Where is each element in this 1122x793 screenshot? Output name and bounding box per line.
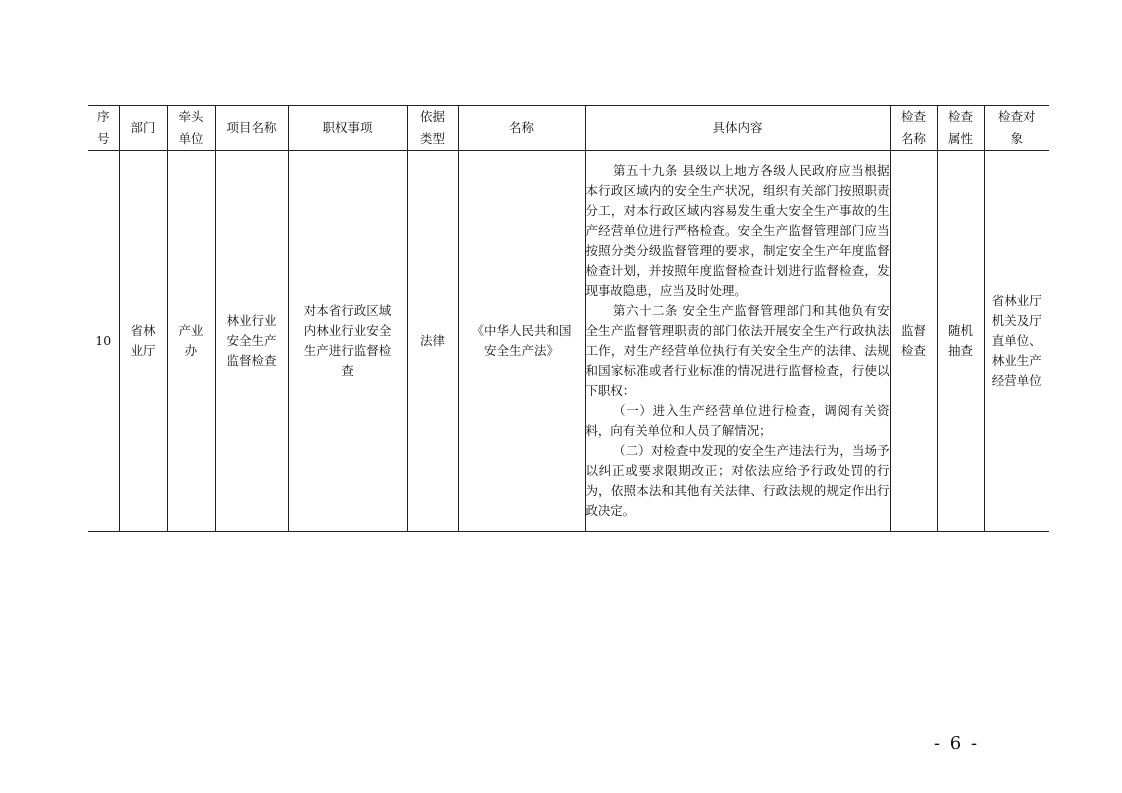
- header-seq: 序 号: [88, 106, 119, 151]
- inspection-table: [88, 105, 1049, 532]
- header-lead-unit: 牵头 单位: [167, 106, 215, 151]
- cell-inspect-target: 省林业厅机关及厅直单位、林业生产经营单位: [984, 151, 1049, 532]
- content-paragraph: （一）进入生产经营单位进行检查，调阅有关资料，向有关单位和人员了解情况；: [585, 403, 890, 438]
- cell-seq: 10: [88, 151, 119, 532]
- header-inspect-target: 检查对 象: [984, 106, 1049, 151]
- page-number: - 6 -: [934, 733, 980, 754]
- cell-dept: 省林业厅: [119, 151, 167, 532]
- header-name: 名称: [458, 106, 585, 151]
- cell-project: 林业行业安全生产监督检查: [215, 151, 288, 532]
- cell-law-name: 《中华人民共和国安全生产法》: [458, 151, 585, 532]
- content-paragraph: 第五十九条 县级以上地方各级人民政府应当根据本行政区域内的安全生产状况，组织有关部门按照职责分工，对本行政区域内容易发生重大安全生产事故的生产经营单位进行严格检查。安全生产监督管理部门应当按照分类分级监督管理的要求，制定安全生产年度监督检查计划，并按照年度监督检查计划进行监督检查，发现事故隐患，应当及时处理。: [585, 163, 890, 298]
- cell-inspect-name: 监督检查: [890, 151, 937, 532]
- content-paragraph: （二）对检查中发现的安全生产违法行为，当场予以纠正或要求限期改正；对依法应给予行政处罚的行为，依照本法和其他有关法律、行政法规的规定作出行政决定。: [585, 443, 890, 518]
- cell-authority: 对本省行政区域内林业行业安全生产进行监督检查: [288, 151, 407, 532]
- cell-content: [585, 151, 890, 532]
- header-inspect-attr: 检查 属性: [937, 106, 984, 151]
- header-inspect-name: 检查 名称: [890, 106, 937, 151]
- header-basis-type: 依据 类型: [407, 106, 458, 151]
- header-content: 具体内容: [585, 106, 890, 151]
- header-project: 项目名称: [215, 106, 288, 151]
- header-authority: 职权事项: [288, 106, 407, 151]
- header-dept: 部门: [119, 106, 167, 151]
- cell-basis-type: 法律: [407, 151, 458, 532]
- content-paragraph: 第六十二条 安全生产监督管理部门和其他负有安全生产监督管理职责的部门依法开展安全生产行政执法工作，对生产经营单位执行有关安全生产的法律、法规和国家标准或者行业标准的情况进行监督检查，行使以下职权：: [585, 303, 890, 398]
- cell-lead-unit: 产业办: [167, 151, 215, 532]
- table-header-row: [88, 106, 1049, 151]
- table-row: [88, 151, 1049, 532]
- cell-inspect-attr: 随机抽查: [937, 151, 984, 532]
